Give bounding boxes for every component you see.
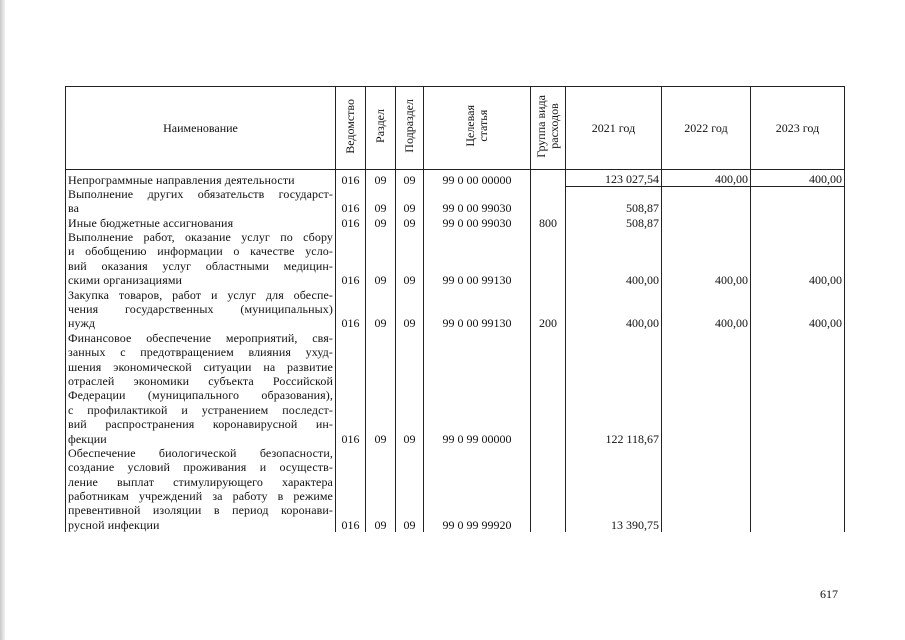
row-name-line: занных с предотвращением влияния ухуд- <box>68 345 333 360</box>
row-gruppa-rashodov <box>531 331 566 446</box>
header-gruppa-vida-rashodov: Группа вида расходов <box>531 87 566 170</box>
table-row <box>66 216 845 230</box>
row-celevaya-statya: 99 0 99 00000 <box>424 331 531 446</box>
row-name-line: работникам учреждений за работу в режиме <box>68 489 333 504</box>
row-gruppa-rashodov <box>531 170 566 187</box>
row-value-2021: 400,00 <box>566 230 662 288</box>
row-podrazdel: 09 <box>396 170 424 187</box>
row-razdel: 09 <box>366 446 396 532</box>
row-value-2021: 122 118,67 <box>566 331 662 446</box>
header-year-2023: 2023 год <box>751 87 845 170</box>
row-name-line: шения экономической ситуации на развитие <box>68 359 333 374</box>
row-name-line: скими организациями <box>68 273 183 288</box>
row-celevaya-statya: 99 0 00 00000 <box>424 170 531 187</box>
row-podrazdel: 09 <box>396 446 424 532</box>
row-value-2022 <box>662 446 751 532</box>
row-value-2021: 400,00 <box>566 288 662 331</box>
row-gruppa-rashodov: 800 <box>531 216 566 230</box>
row-razdel: 09 <box>366 331 396 446</box>
page-number: 617 <box>820 587 838 601</box>
row-gruppa-rashodov <box>531 187 566 216</box>
row-name-line: русной инфекции <box>68 517 160 532</box>
row-name-line: ва <box>68 201 80 216</box>
row-name <box>66 170 336 187</box>
row-name-line: ление выплат стимулирующего характера <box>68 474 333 489</box>
row-celevaya-statya: 99 0 99 99920 <box>424 446 531 532</box>
header-year-2021: 2021 год <box>566 87 662 170</box>
table-row <box>66 187 845 216</box>
row-name <box>66 288 336 331</box>
row-value-2022: 400,00 <box>662 170 751 187</box>
row-vedomstvo: 016 <box>336 288 366 331</box>
header-year-2022: 2022 год <box>662 87 751 170</box>
row-celevaya-statya: 99 0 00 99030 <box>424 216 531 230</box>
row-name <box>66 230 336 288</box>
row-name-line: фекции <box>68 431 107 446</box>
header-razdel: Раздел <box>366 87 396 170</box>
row-name-line: Федерации (муниципального образования), <box>68 388 333 403</box>
row-vedomstvo: 016 <box>336 230 366 288</box>
row-celevaya-statya: 99 0 00 99130 <box>424 230 531 288</box>
header-podrazdel: Подраздел <box>396 87 424 170</box>
row-name-line: Обеспечение биологической безопасности, <box>68 445 333 460</box>
table-row <box>66 446 845 532</box>
row-name-line: вий оказания услуг областными медицин- <box>68 258 333 273</box>
row-name-line: превентивной изоляции в период коронави- <box>68 503 333 518</box>
table-row <box>66 331 845 446</box>
row-podrazdel: 09 <box>396 230 424 288</box>
table-row <box>66 288 845 331</box>
row-value-2022 <box>662 216 751 230</box>
row-vedomstvo: 016 <box>336 331 366 446</box>
row-vedomstvo: 016 <box>336 216 366 230</box>
row-name-line: нужд <box>68 316 96 331</box>
row-value-2021: 508,87 <box>566 187 662 216</box>
row-name-line: Выполнение работ, оказание услуг по сбору <box>68 230 333 245</box>
row-name-line: с профилактикой и устранением последст- <box>68 402 333 417</box>
row-gruppa-rashodov: 200 <box>531 288 566 331</box>
row-gruppa-rashodov <box>531 446 566 532</box>
row-vedomstvo: 016 <box>336 170 366 187</box>
row-podrazdel: 09 <box>396 288 424 331</box>
row-name-line: Закупка товаров, работ и услуг для обеспе- <box>68 287 333 302</box>
row-value-2021: 123 027,54 <box>566 170 662 187</box>
row-value-2023: 400,00 <box>751 230 845 288</box>
row-value-2022 <box>662 187 751 216</box>
row-name-line: создание условий проживания и осуществ- <box>68 460 333 475</box>
row-razdel: 09 <box>366 216 396 230</box>
row-podrazdel: 09 <box>396 331 424 446</box>
row-value-2023 <box>751 187 845 216</box>
row-name-line: Выполнение других обязательств государст- <box>68 186 333 201</box>
row-value-2023: 400,00 <box>751 170 845 187</box>
row-razdel: 09 <box>366 187 396 216</box>
row-name-line: Финансовое обеспечение мероприятий, свя- <box>68 330 333 345</box>
row-name-line: отраслей экономики субъекта Российской <box>68 373 333 388</box>
row-celevaya-statya: 99 0 00 99130 <box>424 288 531 331</box>
header-vedomstvo: Ведомство <box>336 87 366 170</box>
row-name <box>66 446 336 532</box>
row-podrazdel: 09 <box>396 187 424 216</box>
row-razdel: 09 <box>366 170 396 187</box>
row-name <box>66 331 336 446</box>
row-gruppa-rashodov <box>531 230 566 288</box>
row-name-line: чения государственных (муниципальных) <box>68 302 333 317</box>
row-value-2022 <box>662 331 751 446</box>
row-value-2023 <box>751 331 845 446</box>
scan-edge-shadow <box>0 0 5 640</box>
row-name-line: и обобщению информации о качестве усло- <box>68 244 333 259</box>
row-name <box>66 187 336 216</box>
row-celevaya-statya: 99 0 00 99030 <box>424 187 531 216</box>
row-value-2023 <box>751 446 845 532</box>
row-razdel: 09 <box>366 288 396 331</box>
row-value-2023 <box>751 216 845 230</box>
row-name-line: Непрограммные направления деятельности <box>68 172 295 187</box>
budget-table <box>65 86 845 532</box>
row-name <box>66 216 336 230</box>
row-vedomstvo: 016 <box>336 187 366 216</box>
table-row <box>66 230 845 288</box>
row-razdel: 09 <box>366 230 396 288</box>
row-vedomstvo: 016 <box>336 446 366 532</box>
row-value-2022: 400,00 <box>662 288 751 331</box>
row-value-2022: 400,00 <box>662 230 751 288</box>
row-value-2021: 508,87 <box>566 216 662 230</box>
row-value-2021: 13 390,75 <box>566 446 662 532</box>
row-name-line: вий распространения коронавирусной ин- <box>68 417 333 432</box>
row-name-line: Иные бюджетные ассигнования <box>68 215 234 230</box>
table-row <box>66 170 845 187</box>
row-value-2023: 400,00 <box>751 288 845 331</box>
row-podrazdel: 09 <box>396 216 424 230</box>
header-name: Наименование <box>66 87 336 170</box>
table-header-row <box>66 87 845 170</box>
header-celevaya-statya: Целевая статья <box>424 87 531 170</box>
